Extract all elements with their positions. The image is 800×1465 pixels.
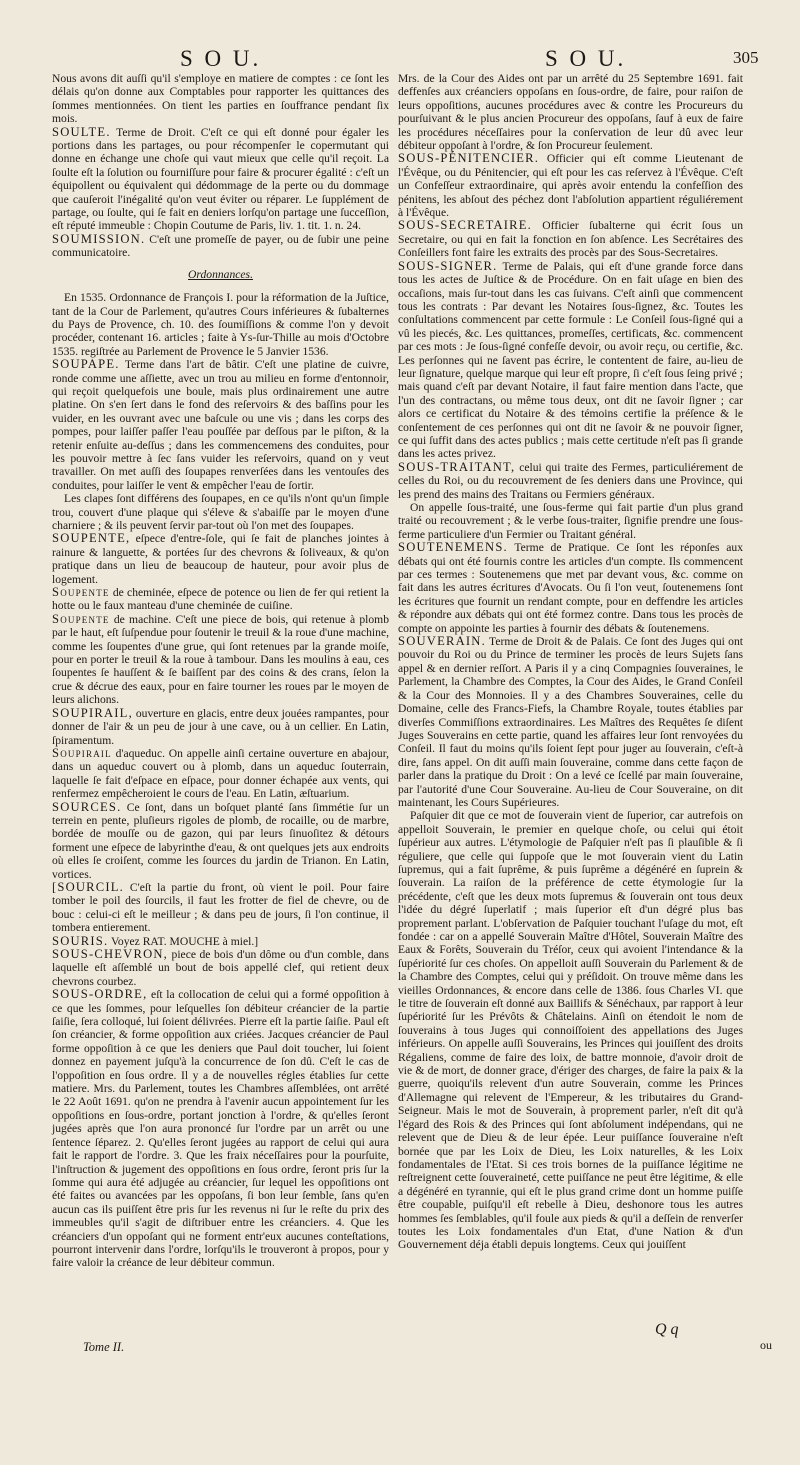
entry-text: ouverture en glacis, entre deux jouées rampantes, pour donner de l'air & un peu de jour à une cave, ou à un cellier. En Latin, ſpiramentum. — [52, 706, 389, 747]
dictionary-entry — [52, 747, 389, 801]
entry-text: Terme de Pratique. Ce ſont les réponſes aux débats qui ont été fournis contre les articles d'un compte. Ils commencent par ces termes : Soutenemens que met par devant vous, &c. comme on fait dans les autres écritures d'Avocats. Ou ſi l'on veut, ſoutenemens ſont les écritures que fournit un rendant compte, pour en deffendre les articles & répondre aux débats qui ont été formez contre. Dans tous les procès de compte on appointe les parties à fournir des débats & ſoutenemens. — [398, 541, 743, 635]
dictionary-entry — [52, 492, 389, 532]
dictionary-entry — [398, 809, 743, 1251]
entry-headword: SOUVERAIN. — [398, 634, 486, 649]
entry-text: Officier ſubalterne qui écrit ſous un Secretaire, ou qui en fait la fonction en ſon abſence. Les Secrétaires des Conſeillers font faire les extraits des procès par des Sous-Secretaires. — [398, 219, 743, 260]
entry-text: C'eſt une promeſſe de payer, ou de ſubir une peine communicatoire. — [52, 232, 389, 260]
section-subheading: Ordonnances. — [188, 267, 253, 281]
dictionary-entry — [52, 586, 389, 613]
entry-headword: [SOURCIL. — [52, 879, 125, 894]
entry-text: eſt la collocation de celui qui a formé oppoſition à ce que les ſommes, pour leſquelles ſon débiteur créancier de la partie ſaiſie, ſera colloqué, lui ſoient délivrées. Pierre eſt la partie ſaiſie. Paul eſt ſon créancier, & forme oppoſition aux criées. Jacques créancier de Paul forme oppoſition à ce que les deniers que Paul doit toucher, lui ſoient donnez en payement juſqu'à la concurrence de ſon dû. C'eſt le cas de l'oppoſition en ſous ordre. Il y a de nouvelles régles établies ſur cette matiere. Mrs. du Parlement, toutes les Chambres aſſemblées, ont arrêté le 22 Août 1691. qu'on ne prendra à l'avenir aucun appointement ſur les oppoſitions en ſous-ordre, portant jonction à l'ordre, & qu'elles ſeront jugées après que l'on aura prononcé ſur l'ordre par un arrêt ou une ſentence ſéparez. 2. Qu'elles ſeront jugées au rapport de celui qui aura fait le rapport de l'ordre. 3. Que les fraix néceſſaires pour la pourſuite, l'inſtruction & jugement des oppoſitions en ſous ordre, ſeront pris ſur la ſomme qui aura été adjugée au créancier, ſur lequel les oppoſitions ont été faites ou avancées par les oppoſans, ſi bon leur ſemble, ſans qu'en aucun cas ils puiſſent être pris ſur les revenus ni ſur le reſte du prix des immeubles qu'il s'agit de diſtribuer entre les créanciers. 4. Que les créanciers d'un oppoſant qui ne forment entr'eux aucunes conteſtations, pourront intervenir dans l'ordre, lorſqu'ils le trouveront à propos, pour y faire valoir la créance de leur débiteur commun. — [52, 988, 389, 1270]
dictionary-entry — [52, 948, 389, 988]
entry-headword: SOUS-ORDRE, — [52, 987, 148, 1002]
entry-headword: SOUS-SIGNER. — [398, 258, 498, 273]
entry-headword: SOUPENTE, — [52, 531, 131, 546]
signature-mark: Q q — [655, 1321, 679, 1338]
dictionary-entry — [398, 152, 743, 219]
dictionary-entry — [398, 541, 743, 635]
running-head-right: S O U. — [545, 46, 627, 71]
entry-headword: Soupente — [52, 611, 110, 626]
entry-text: de cheminée, eſpece de potence ou lien de fer qui retient la hotte ou le faux manteau d'une cheminée de cuiſine. — [52, 586, 389, 613]
entry-text: Voyez RAT. MOUCHE à miel.] — [108, 934, 259, 948]
entry-text: d'aqueduc. On appelle ainſi certaine ouverture en abajour, dans un aqueduc couvert ou à plomb, dans un aqueduc ſouterrain, laquelle ſe fait d'eſpace en eſpace, pour donner échapée aux vents, qui renfermez empêcheroient le cours de l'eau. En Latin, æſtuarium. — [52, 746, 389, 801]
entry-text: En 1535. Ordonnance de François I. pour la réformation de la Juſtice, tant de la Cour de Parlement, qu'autres Cours inférieures & ſubalternes du Pays de Provence, ch. 10. des ſoumiſſions & comme l'on y devoit procéder, contenant 16. articles ; faite à Ys-ſur-Thille au mois d'Octobre 1535. regiſtrée au Parlement de Provence le 5 Janvier 1536. — [52, 291, 389, 358]
volume-label: Tome II. — [83, 1340, 125, 1354]
entry-text: eſpece d'entre-ſole, qui ſe fait de planches jointes à rainure & languette, & portées ſur des chevrons & ſoliveaux, & qu'on pratique dans un lieu de beaucoup de hauteur, pour avoir plus de logement. — [52, 532, 389, 586]
entry-headword: SOUS-CHEVRON, — [52, 947, 169, 961]
entry-headword: SOUPIRAIL, — [52, 705, 133, 720]
dictionary-entry — [52, 613, 389, 707]
entry-text: celui qui traite des Fermes, particuliérement de celles du Roi, ou du recouvrement de ſes deniers dans une Province, qui les prend des mains des Traitans ou Fermiers généraux. — [398, 460, 743, 501]
dictionary-entry — [52, 801, 389, 881]
dictionary-entry — [52, 126, 389, 233]
dictionary-entry — [398, 219, 743, 259]
dictionary-entry — [52, 881, 389, 935]
entry-text: On appelle ſous-traité, une ſous-ferme qui fait partie d'un plus grand traité ou recouvrement ; & le verbe ſous-traiter, ſignifie prendre une ſous-ferme particuliere d'un Fermier ou Traitant général. — [398, 501, 743, 541]
dictionary-entry — [398, 260, 743, 461]
right-column — [398, 72, 743, 1252]
entry-text: piece de bois d'un dôme ou d'un comble, dans laquelle eſt aſſemblé un bout de bois appellé clef, qui retient deux chevrons courbez. — [52, 948, 389, 988]
entry-text: Terme de Droit & de Palais. Ce ſont des Juges qui ont pouvoir du Roi ou du Prince de terminer les procès de leurs Sujets ſans appel & en dernier reſſort. A Paris il y a cinq Compagnies ſouveraines, le Parlement, la Chambre des Comptes, la Cour des Aides, le Grand Conſeil & la Cour des Monnoies. Il y a des Chambres Souveraines, celle du Domaine, celle des Francs-Fiefs, la Chambre Royale, toutes établies par diverſes Commiſſions extraordinaires. Les Maîtres des Requêtes ſe diſent Juges Souverains en cette partie, quand les affaires leur ſont renvoyées du Conſeil. Il faut du moins qu'ils ſoient ſept pour juger au ſouverain, c'eſt-à dire, ſans appel. On dit auſſi main ſouveraine, comme dans cette façon de parler dans la pratique du Droit : On a levé ce ſcellé par main ſouveraine, par l'autorité d'une Cour Souveraine. Au-lieu de Cour Souveraine, on dit maintenant, les Cours Supérieures. — [398, 635, 743, 809]
entry-headword: Soupirail — [52, 745, 112, 760]
dictionary-entry — [52, 532, 389, 586]
dictionary-entry — [398, 72, 743, 152]
entry-text: C'eſt la partie du front, où vient le poil. Pour faire tomber le poil des ſourcils, il faut les frotter de fiel de chevre, ou de bouc : celui-ci eſt le meilleur ; & dans peu de jours, ſi l'on continue, il tombera entierement. — [52, 880, 389, 935]
running-head — [0, 18, 800, 71]
entry-text: Terme de Palais, qui eſt d'une grande force dans tous les actes de Juſtice & de Procédure. On en fait uſage en bien des occaſions, mais ſur-tout dans les cas ſuivans. C'eſt ainſi que commencent tous les contrats : Par devant les Notaires ſous-ſignez, &c. Toutes les conſultations commencent par cette formule : Le Conſeil ſous-ſigné qui a vû les piecés, &c. Les quittances, promeſſes, certificats, &c. commencent par ces mots : Je ſous-ſigné confeſſe devoir, ou avoir reçu, ou certifie, &c. Les perſonnes qui ne ſavent pas écrire, le contentent de faire, au-lieu de leur ſignature, quelque marque qui leur eſt propre, ſi c'eſt ſous ſeing privé ; mais quand c'eſt par devant Notaire, il faut faire mention dans l'acte, que l'un des contractans, ou même tous deux, ont dit ne ſavoir ſigner ; car alors ce certificat du Notaire & des témoins certifie la préſence & le conſentement de ces perſonnes qui ont dit ne ſavoir & ne pouvoir ſigner, ce qui ſuffit dans des actes publics ; mais cette certitude n'eſt pas ſi grande dans les actes privez. — [398, 259, 743, 461]
dictionary-entry — [52, 707, 389, 747]
dictionary-entry — [398, 461, 743, 501]
dictionary-entry — [398, 501, 743, 541]
entry-text: Paſquier dit que ce mot de ſouverain vient de ſuperior, car autrefois on appelloit Souverain, le premier en quelque choſe, ou celui qui étoit ſupérieur aux autres. L'étymologie de Paſquier n'eſt pas ſi plauſible & ſi réguliere, que celle qui ſuppoſe que le mot ſouverain vient du Latin ſupremus, qui a fait ſuprême, & puis ſuprême a dégénéré en ſuprein & ſouverain. La raiſon de la préférence de cette étymologie ſur la précédente, c'eſt que les deux mots ſupremus & ſouverain ont tous deux l'idée du dégré ſuperlatif ; mais ſuperior eſt d'un dégré plus bas proprement parlant. L'obſervation de Paſquier touchant l'uſage du mot, eſt fondée : car on a appellé Souverain Maître d'Hôtel, Souverain Maître des Eaux & Forêts, Souverain du Tréſor, ceux qui avoient l'intendance & la ſupériorité ſur ces choſes. On appelloit auſſi Souverain du Parlement & de la Chambre des Comptes, celui qui y préſidoit. On trouve même dans les vieilles Ordonnances, & encore dans celle de 1386. ſous Charles VI. que le titre de ſouverain eſt donné aux Baillifs & Sénéchaux, par rapport à leur ſupériorité ſur les Prévôts & Châtelains. Ainſi on étendoit le nom de ſouverains à tous Juges qui connoiſſoient des appellations des Juges inférieurs. On appelle auſſi Souverains, les Princes qui jouiſſent des droits Régaliens, comme de faire des loix, de battre monnoie, d'avoir droit de vie & de mort, de donner grace, d'ériger des charges, de faire la paix & la guerre, quoiqu'ils relevent d'un autre Souverain, comme les Princes d'Allemagne qui relevent de l'Empereur, & les tributaires du Grand-Seigneur. Mais le mot de Souverain, à proprement parler, n'eſt dit qu'à l'égard des Rois & des Princes qui ſont abſolument indépendans, qui ne relevent que de Dieu & de leur épée. Leur puiſſance ſouveraine n'eſt bornée que par les Loix de Dieu, les Loix naturelles, & les Loix fondamentales de l'Etat. Si ces trois bornes de la puiſſance légitime ne reſtreignent cette ſouveraineté, cette puiſſance ne peut être légitime, & elle a dégénéré en tyrannie, qui eſt le plus grand crime dont un homme puiſſe être coupable, puiſqu'il eſt rebelle à Dieu, deshonore tous les autres hommes ſes ſemblables, qu'il foule aux pieds & qu'il a deſſein de renverſer toutes les Loix fondamentales d'un Etat, d'une Nation & d'un Gouvernement déja établi depuis longtems. Ceux qui jouiſſent — [398, 809, 743, 1252]
entry-text: Terme dans l'art de bâtir. C'eſt une platine de cuivre, ronde comme une aſſiette, avec un trou au milieu en forme d'entonnoir, qui reçoit quelquefois une boule, mais plus ordinairement une autre platine. On s'en ſert dans le fond des reſervoirs & des baſſins pour les vuider, en les ouvrant avec une baſcule ou une vis ; dans les corps des pompes, pour laiſſer paſſer l'eau pouſſée par deſſous par le piſton, & la retenir enſuite au-deſſus ; dans les commencemens des conduites, pour les pouvoir mettre à ſec ſans vuider les reſervoirs, quand on y veut travailler. On met auſſi des ſoupapes renverſées dans les ventouſes des conduites, pour laiſſer le vent & empêcher l'eau de ſortir. — [52, 358, 389, 492]
entry-headword: SOURIS. — [52, 933, 109, 948]
dictionary-entry — [52, 72, 389, 126]
running-head-left: S O U. — [180, 46, 262, 71]
dictionary-entry — [52, 935, 389, 948]
entry-text: Nous avons dit auſſi qu'il s'employe en matiere de comptes : ce ſont les délais qu'on donne aux Comptables pour rapporter les quittances des ſommes mentionnées. On tient les parties en ſouffrance pendant ſix mois. — [52, 72, 389, 126]
entry-text: de machine. C'eſt une piece de bois, qui retenue à plomb par le haut, eſt ſuſpendue pour ſoutenir le treuil & la roue d'une machine, comme les ſoupentes d'une grue, qui ſont retenues par la grande moiſe, pour en porter le treuil & la roue à tambour. Dans les moulins à eau, ces ſoupentes ſe hauſſent & ſe baiſſent par des coins & des crans, ſelon la crue & décrue des eaux, pour en faire tourner les roues par le moyen de leurs alichons. — [52, 612, 389, 707]
entry-headword: SOUS-PÉNITENCIER. — [398, 151, 540, 166]
entry-text: Mrs. de la Cour des Aides ont par un arrêté du 25 Septembre 1691. fait deffenſes aux créanciers oppoſans en ſous-ordre, de faire, pour raiſon de leurs oppoſitions, aucunes procédures avec & contre les Procureurs du pourſuivant & le plus ancien Procureur des oppoſans, ſauf à eux de faire les procédures néceſſaires pour la conſervation de leur dû avec leur débiteur oppoſant à l'ordre, & ſon Procureur ſeulement. — [398, 72, 743, 153]
dictionary-entry — [52, 988, 389, 1270]
dictionary-entry — [52, 291, 389, 358]
entry-headword: Soupente — [52, 585, 110, 600]
dictionary-entry — [52, 358, 389, 492]
catchword: ou — [760, 1338, 772, 1352]
dictionary-entry — [398, 635, 743, 809]
entry-text: Les clapes ſont différens des ſoupapes, en ce qu'ils n'ont qu'un ſimple trou, couvert d'une plaque qui s'éleve & s'abaiſſe par le moyen d'une charniere ; & ils peuvent ſervir par-tout où l'on met des ſoupapes. — [52, 492, 389, 532]
entry-headword: SOUPAPE. — [52, 357, 120, 372]
entry-text: Ce ſont, dans un boſquet planté ſans ſimmétie ſur un terrein en pente, pluſieurs rigoles de plomb, de rocaille, ou de marbre, bordée de mouſſe ou de gazon, qui par leurs ſinuoſitez & détours forment une eſpece de labyrinthe d'eau, & ont quelques jets aux endroits où elles ſe croiſent, comme les ſources du jardin de Trianon. En Latin, vortices. — [52, 800, 389, 881]
entry-text: Terme de Droit. C'eſt ce qui eſt donné pour égaler les portions dans les partages, ou pour récompenſer le copermutant qui donne en échange une choſe qui vaut mieux que celle qu'il reçoit. La ſoulte eſt la ſolution ou fourniſſure pour faire & procurer égalité : c'eſt un équipollent ou équivalent qui dédommage de la perte ou du dommage que cauſeroit l'inégalité qu'on veut éviter ou réparer. Le ſupplément de partage, ou ſoulte, qui ſe fait en deniers lorſqu'on partage une ſucceſſion, eſt réputé immeuble : Chopin Coutume de Paris, liv. 1. tit. 1. n. 24. — [52, 125, 389, 233]
entry-headword: SOULTE. — [52, 124, 111, 139]
entry-headword: SOUMISSION. — [52, 231, 146, 246]
entry-headword: SOUTENEMENS. — [398, 540, 508, 555]
entry-headword: SOUS-SECRETAIRE. — [398, 218, 532, 233]
entry-text: Officier qui eſt comme Lieutenant de l'Évêque, ou du Pénitencier, qui eſt pour les cas reſervez à l'Évêque. C'eſt un Confeſſeur extraordinaire, qui après avoir entendu la confeſſion des pénitens, les abſout des péchez dont l'abſolution appartient réguliérement à l'Évêque. — [398, 152, 743, 220]
entry-headword: SOURCES. — [52, 799, 122, 814]
entry-headword: SOUS-TRAITANT, — [398, 459, 516, 474]
dictionary-entry — [52, 233, 389, 260]
page-number: 305 — [733, 48, 759, 67]
left-column — [52, 72, 389, 1270]
